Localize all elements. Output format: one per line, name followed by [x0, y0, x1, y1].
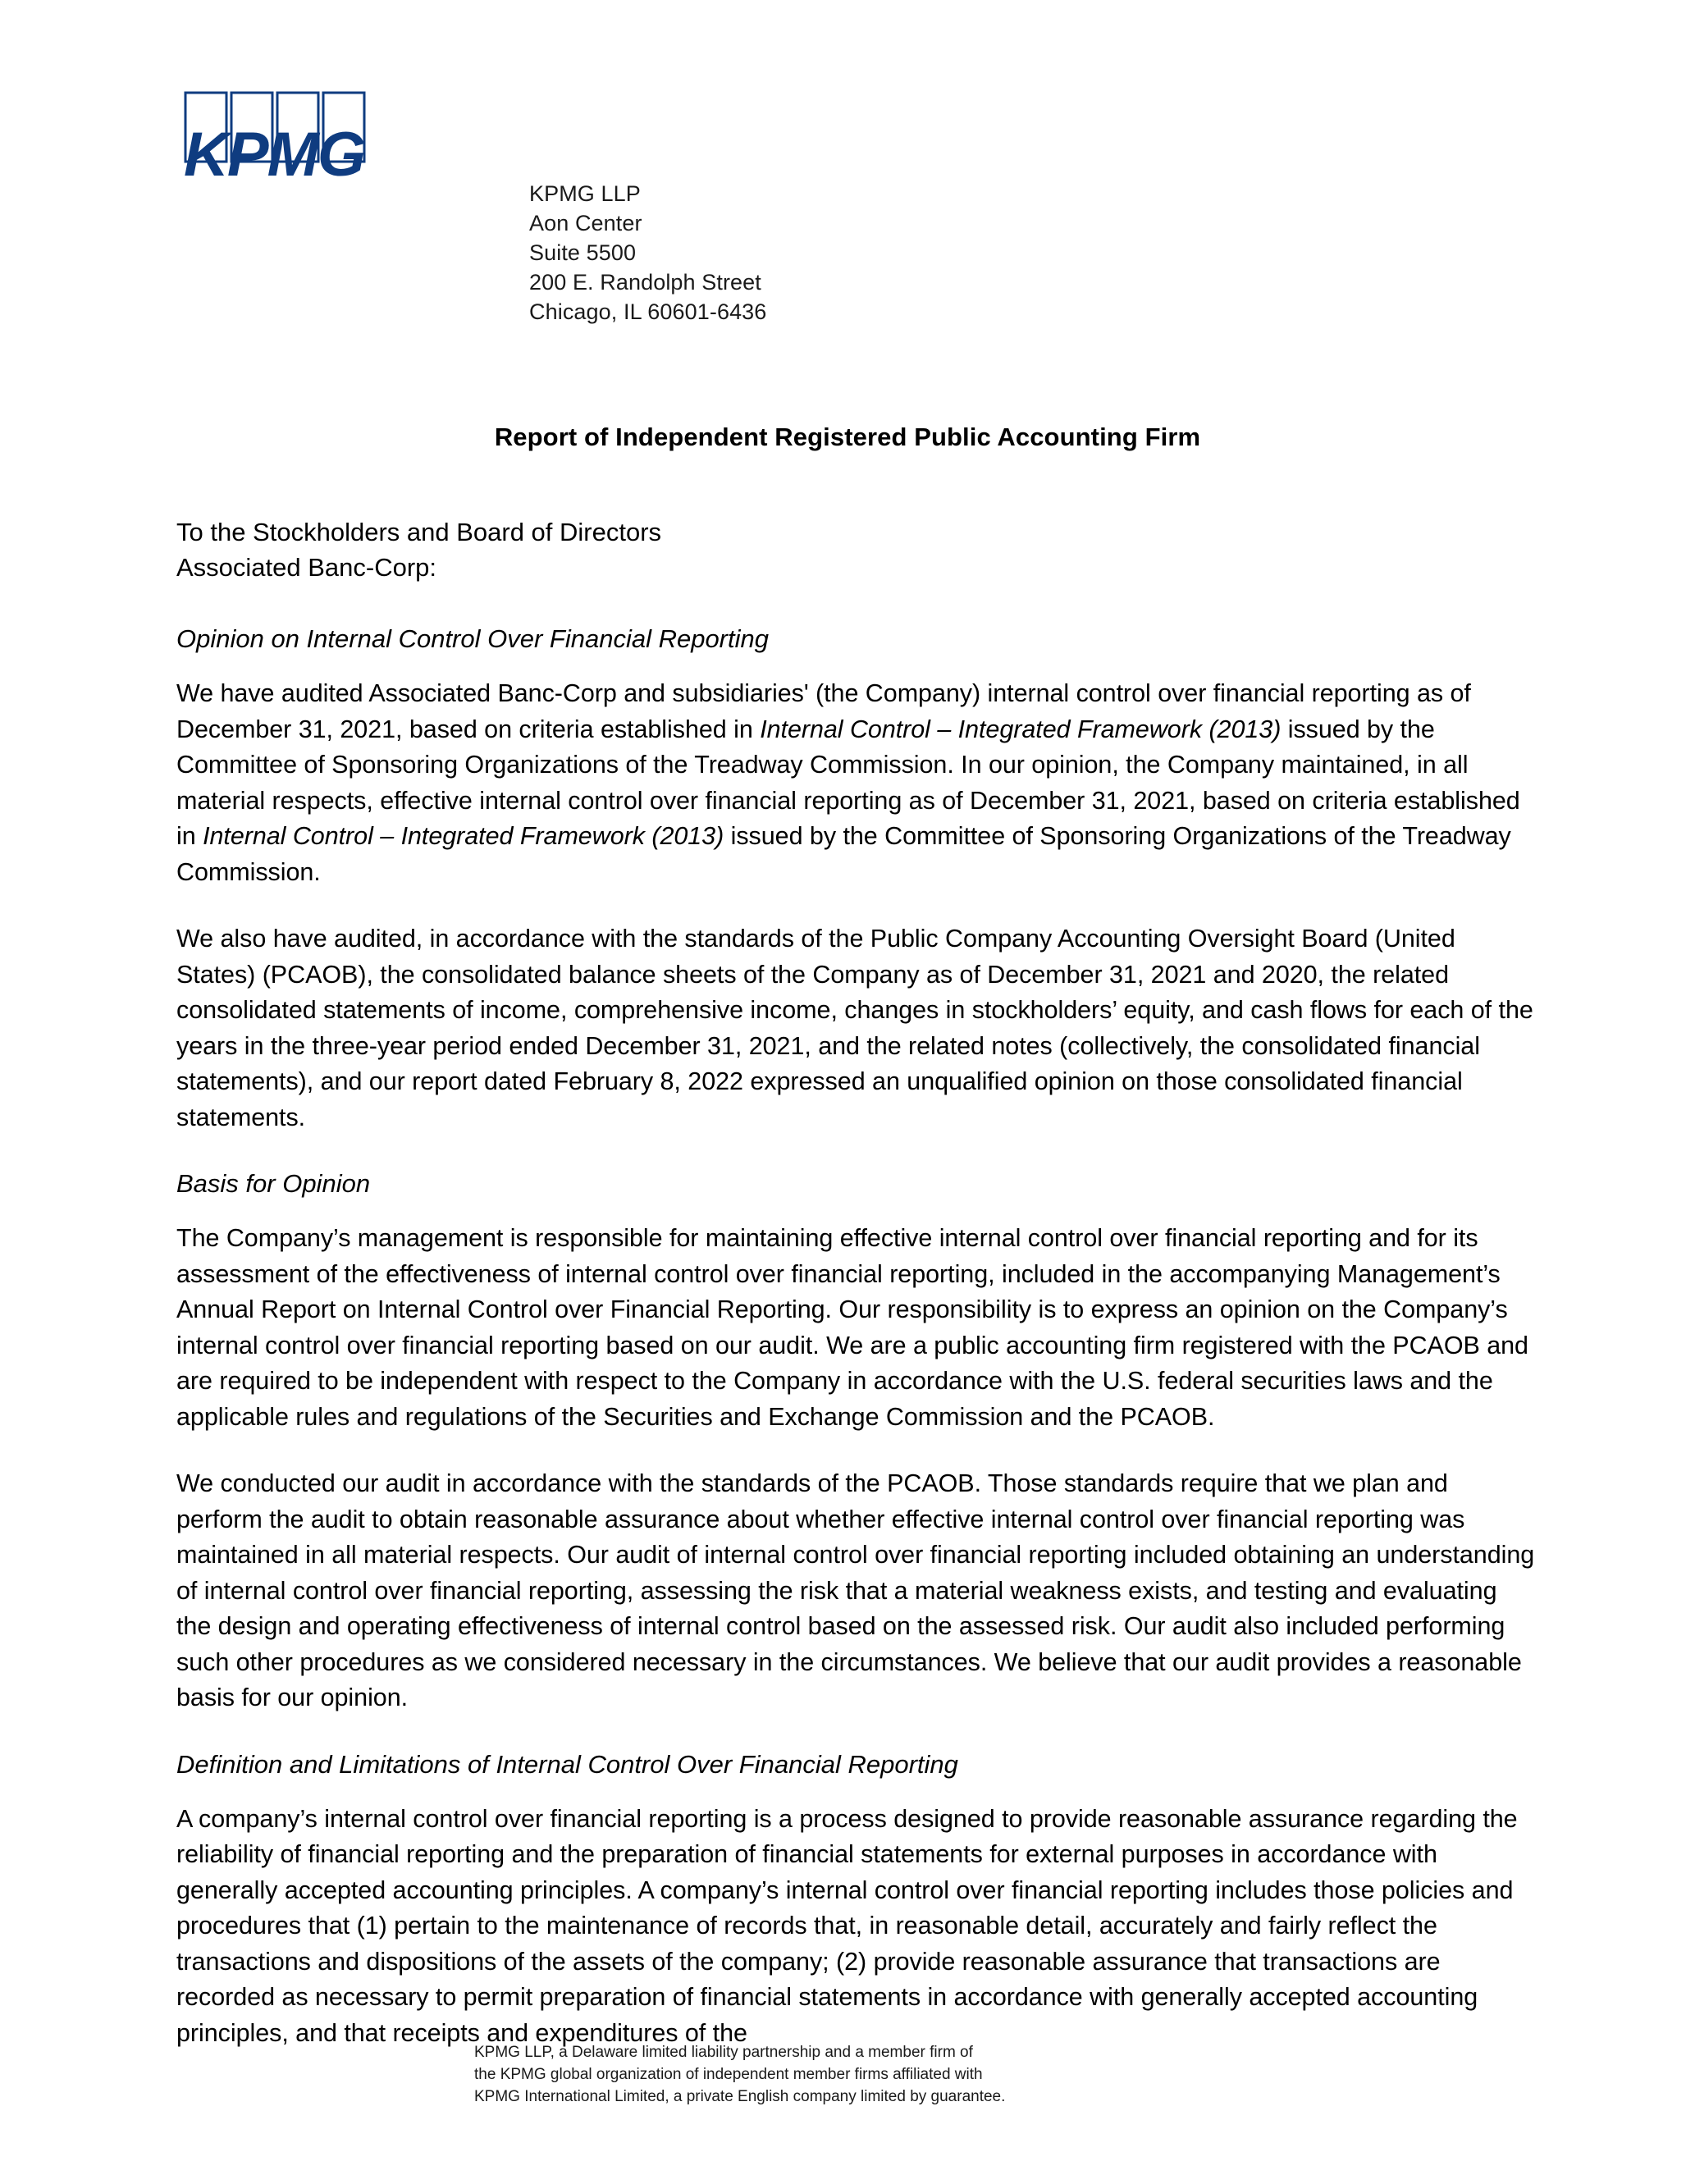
address-line-5: Chicago, IL 60601-6436 — [529, 299, 767, 324]
addressee-line-2: Associated Banc-Corp: — [176, 553, 437, 582]
addressee-block — [176, 514, 1538, 585]
heading-basis-for-opinion: Basis for Opinion — [176, 1169, 371, 1198]
page-title: Report of Independent Registered Public Accounting Firm — [494, 423, 1201, 451]
kpmg-logo — [184, 90, 387, 182]
heading-opinion: Opinion on Internal Control Over Financial Reporting — [176, 624, 769, 653]
opinion-p1-part-a: We have audited Associated Banc-Corp and subsidiaries' (the Company) internal control over financial reporting as of December 31, 2021, based on criteria established in — [176, 679, 1471, 743]
footer-line-3: KPMG International Limited, a private English company limited by guarantee. — [474, 2088, 1006, 2105]
footer-line-2: the KPMG global organization of independent member firms affiliated with — [474, 2066, 983, 2083]
heading-definition-limitations: Definition and Limitations of Internal Control Over Financial Reporting — [176, 1749, 958, 1779]
footer-line-1: KPMG LLP, a Delaware limited liability partnership and a member firm of — [474, 2044, 973, 2061]
paragraph-definition-1: A company’s internal control over financial reporting is a process designed to provide reasonable assurance regarding the reliability of financial reporting and the preparation of financial statements for external purposes in accordance with generally accepted accounting principles. A company’s internal control over financial reporting includes those policies and procedures that (1) pertain to the maintenance of records that, in reasonable detail, accurately and fairly reflect the transactions and dispositions of the assets of the company; (2) provide reasonable assurance that transactions are recorded as necessary to permit preparation of financial statements in accordance with generally accepted accounting principles, and that receipts and expenditures of the — [176, 1804, 1518, 2047]
address-line-4: 200 E. Randolph Street — [529, 270, 761, 295]
page-footer — [474, 2041, 1005, 2108]
opinion-p1-part-b: issued by the Committee of Sponsoring Organizations of the Treadway Commission. In our opinion, the Company maintained, in all material respects, effective internal control over financial reporting as of December 31, 2021, based on criteria established in — [176, 715, 1520, 850]
opinion-p1-framework-2: Internal Control – Integrated Framework (2013) — [203, 822, 724, 850]
paragraph-opinion-2: We also have audited, in accordance with the standards of the Public Company Accounting Oversight Board (United States) (PCAOB), the consolidated balance sheets of the Company as of December 31, 2021 and 2020, the related consolidated statements of income, comprehensive income, changes in stockholders’ equity, and cash flows for each of the years in the three-year period ended December 31, 2021, and the related notes (collectively, the consolidated financial statements), and our report dated February 8, 2022 expressed an unqualified opinion on those consolidated financial statements. — [176, 925, 1533, 1131]
address-line-2: Aon Center — [529, 211, 642, 235]
address-line-3: Suite 5500 — [529, 240, 637, 265]
addressee-line-1: To the Stockholders and Board of Directors — [176, 518, 662, 546]
logo-wordmark: KPMG — [184, 120, 364, 182]
kpmg-address-block — [529, 179, 766, 327]
paragraph-basis-2: We conducted our audit in accordance with the standards of the PCAOB. Those standards require that we plan and perform the audit to obtain reasonable assurance about whether effective internal control over financial reporting was maintained in all material respects. Our audit of internal control over financial reporting included obtaining an understanding of internal control over financial reporting, assessing the risk that a material weakness exists, and testing and evaluating the design and operating effectiveness of internal control based on the assessed risk. Our audit also included performing such other procedures as we considered necessary in the circumstances. We believe that our audit provides a reasonable basis for our opinion. — [176, 1469, 1535, 1711]
opinion-p1-framework-1: Internal Control – Integrated Framework (2013) — [760, 715, 1282, 743]
letterhead — [0, 0, 1695, 345]
opinion-p1-part-c: issued by the Committee of Sponsoring Organizations of the Treadway Commission. — [176, 822, 1511, 886]
document-body — [176, 514, 1538, 2082]
paragraph-opinion-1 — [176, 676, 1538, 890]
address-line-1: KPMG LLP — [529, 181, 641, 206]
paragraph-basis-1: The Company’s management is responsible for maintaining effective internal control over financial reporting and for its assessment of the effectiveness of internal control over financial reporting, included in the accompanying Management’s Annual Report on Internal Control over Financial Reporting. Our responsibility is to express an opinion on the Company’s internal control over financial reporting based on our audit. We are a public accounting firm registered with the PCAOB and are required to be independent with respect to the Company in accordance with the U.S. federal securities laws and the applicable rules and regulations of the Securities and Exchange Commission and the PCAOB. — [176, 1224, 1528, 1431]
